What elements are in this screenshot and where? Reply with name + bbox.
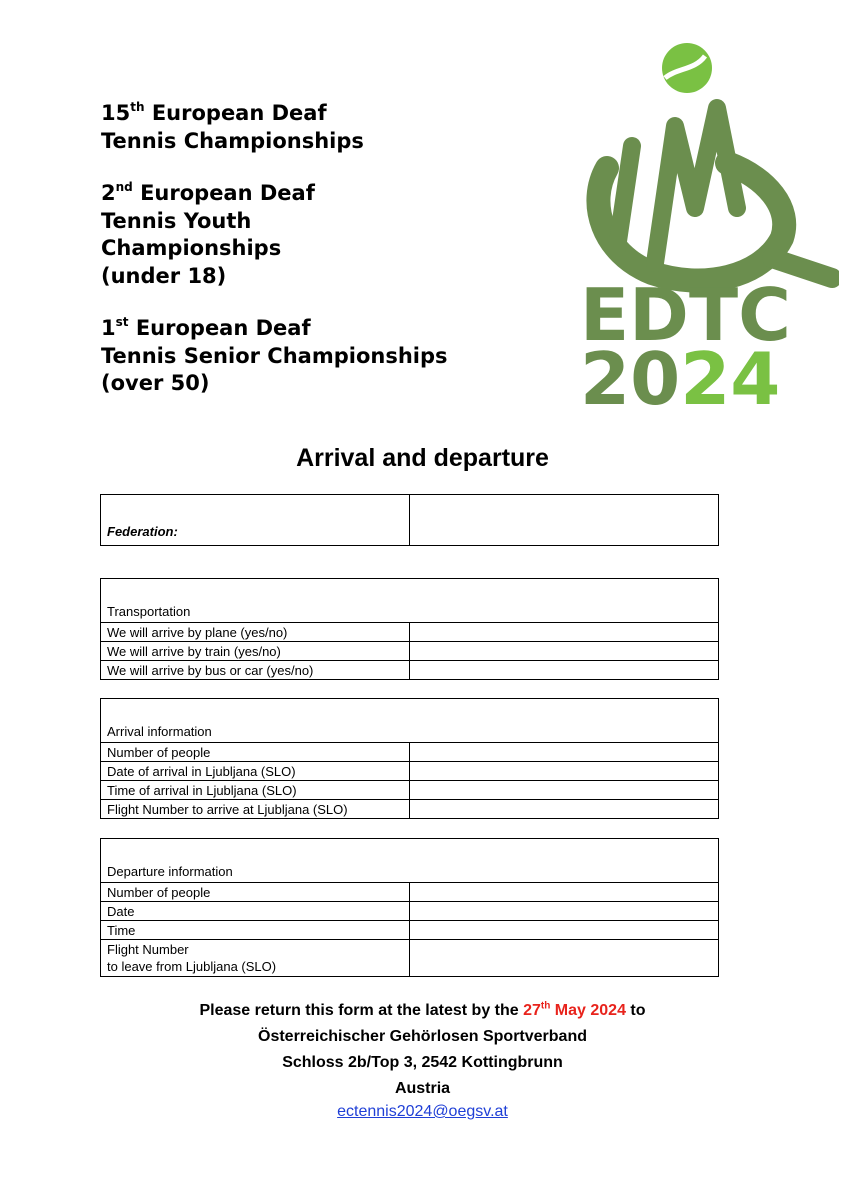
departure-header: Departure information <box>101 839 719 883</box>
logo-edtc-text: EDTC <box>580 273 791 357</box>
tennis-ball-icon <box>662 43 712 93</box>
row-label: Flight Number to arrive at Ljubljana (SLO) <box>101 800 410 819</box>
organization-address: Schloss 2b/Top 3, 2542 Kottingbrunn <box>282 1054 563 1071</box>
arrival-header: Arrival information <box>101 699 719 743</box>
logo-year-text: 2024 <box>580 337 781 410</box>
federation-label: Federation: <box>101 495 410 546</box>
train-answer-field[interactable] <box>410 642 719 661</box>
federation-table <box>100 494 719 546</box>
row-label: We will arrive by plane (yes/no) <box>101 623 410 642</box>
title-senior-championships: 1st European Deaf Tennis Senior Championships (over 50) <box>101 315 448 395</box>
arrival-date-field[interactable] <box>410 762 719 781</box>
row-label: We will arrive by bus or car (yes/no) <box>101 661 410 680</box>
title-youth-championships: 2nd European Deaf Tennis Youth Championships (under 18) <box>101 180 315 288</box>
edtc-logo <box>577 38 839 410</box>
plane-answer-field[interactable] <box>410 623 719 642</box>
departure-people-field[interactable] <box>410 883 719 902</box>
departure-date-field[interactable] <box>410 902 719 921</box>
transportation-header: Transportation <box>101 579 719 623</box>
row-label: Number of people <box>101 883 410 902</box>
row-label: We will arrive by train (yes/no) <box>101 642 410 661</box>
departure-flight-field[interactable] <box>410 940 719 977</box>
row-label: Flight Number to leave from Ljubljana (SLO) <box>101 940 410 977</box>
page-title: Arrival and departure <box>296 444 549 472</box>
arrival-flight-field[interactable] <box>410 800 719 819</box>
title-european-deaf-tennis-championships: 15th European Deaf Tennis Championships <box>101 100 364 153</box>
championship-titles <box>101 100 571 423</box>
departure-time-field[interactable] <box>410 921 719 940</box>
row-label: Date <box>101 902 410 921</box>
arrival-time-field[interactable] <box>410 781 719 800</box>
organization-name: Österreichischer Gehörlosen Sportverband <box>258 1028 587 1045</box>
tennis-racket-icon <box>598 108 832 280</box>
federation-field[interactable] <box>410 495 719 546</box>
return-instructions: Please return this form at the latest by the 27th May 2024 to Österreichischer Gehörlosen Sportverband Schloss 2b/Top 3, 2542 Kottingbrunn Austria ectennis2024@oegsv.at <box>0 998 845 1122</box>
arrival-people-field[interactable] <box>410 743 719 762</box>
row-label: Time <box>101 921 410 940</box>
arrival-table <box>100 698 719 819</box>
departure-table <box>100 838 719 977</box>
deadline-date: 27th May 2024 <box>523 1000 626 1019</box>
row-label: Time of arrival in Ljubljana (SLO) <box>101 781 410 800</box>
transportation-table <box>100 578 719 680</box>
organization-country: Austria <box>394 1080 451 1097</box>
row-label: Number of people <box>101 743 410 762</box>
row-label: Date of arrival in Ljubljana (SLO) <box>101 762 410 781</box>
bus-car-answer-field[interactable] <box>410 661 719 680</box>
email-link[interactable]: ectennis2024@oegsv.at <box>337 1103 508 1120</box>
